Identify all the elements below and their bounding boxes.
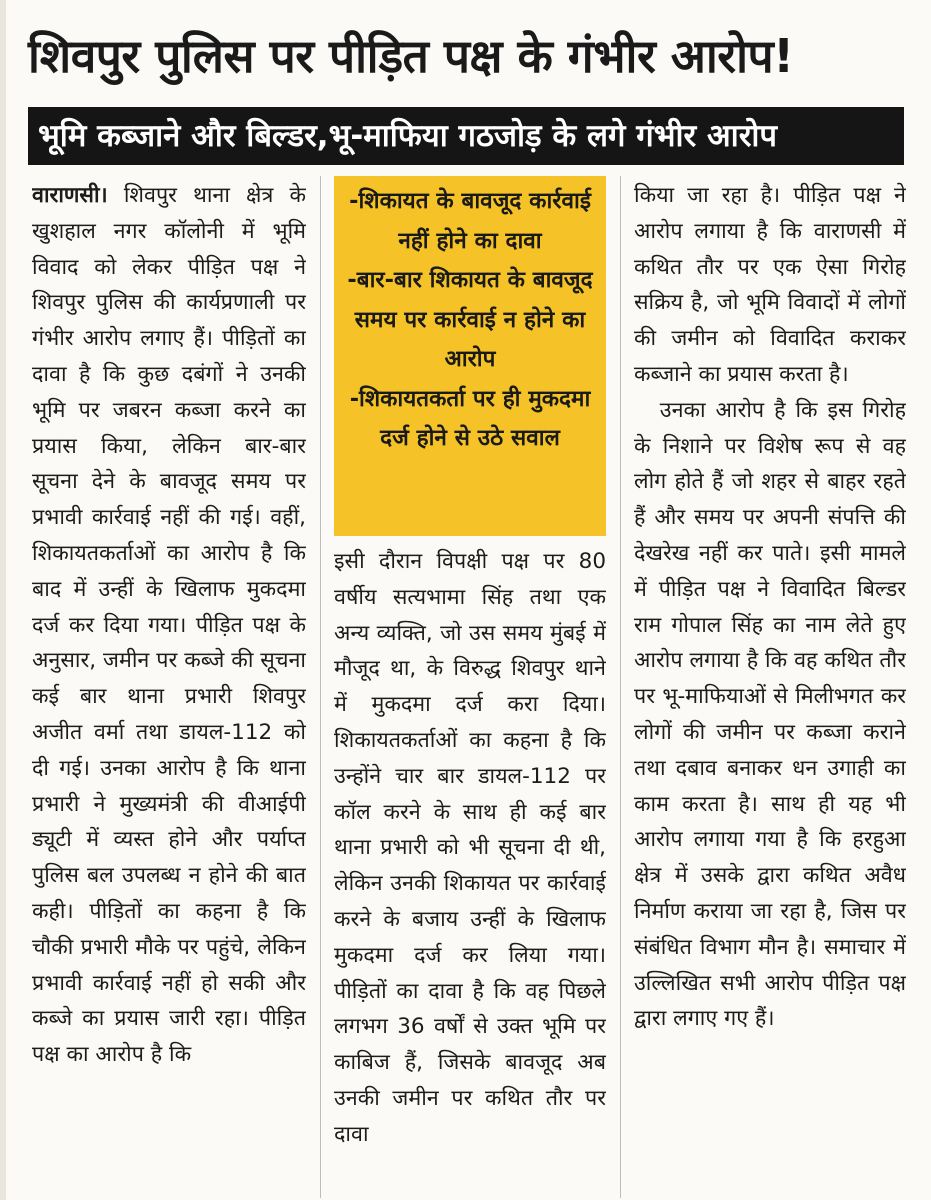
article-column-2 <box>334 544 606 1198</box>
article-column-1 <box>32 178 306 1198</box>
dateline: वाराणसी। <box>32 183 108 208</box>
highlight-box <box>334 176 606 536</box>
highlight-point: -शिकायतकर्ता पर ही मुकदमा दर्ज होने से उठे सवाल <box>349 385 591 451</box>
column-3-paragraph-1: किया जा रहा है। पीड़ित पक्ष ने आरोप लगाया है कि वाराणसी में कथित तौर पर एक ऐसा गिरोह सक्रिय है, जो भूमि विवादों में लोगों की जमीन को विवादित कराकर कब्जाने का प्रयास करता है। <box>634 183 906 387</box>
column-divider <box>620 176 621 1198</box>
page-edge <box>0 0 6 1200</box>
article-column-3 <box>634 178 906 1198</box>
column-1-text: शिवपुर थाना क्षेत्र के खुशहाल नगर कॉलोनी में भूमि विवाद को लेकर पीड़ित पक्ष ने शिवपुर पुलिस की कार्यप्रणाली पर गंभीर आरोप लगाए हैं। पीड़ितों का दावा है कि कुछ दबंगों ने उनकी भूमि पर जबरन कब्जा करने का प्रयास किया, लेकिन बार-बार सूचना देने के बावजूद समय पर प्रभावी कार्रवाई नहीं की गई। वहीं, शिकायतकर्ताओं का आरोप है कि बाद में उन्हीं के खिलाफ मुकदमा दर्ज कर दिया गया। पीड़ित पक्ष के अनुसार, जमीन पर कब्जे की सूचना कई बार थाना प्रभारी शिवपुर अजीत वर्मा तथा डायल-112 को दी गई। उनका आरोप है कि थाना प्रभारी ने मुख्यमंत्री की वीआईपी ड्यूटी में व्यस्त होने और पर्याप्त पुलिस बल उपलब्ध न होने की बात कही। पीड़ितों का कहना है कि चौकी प्रभारी मौके पर पहुंचे, लेकिन प्रभावी कार्रवाई नहीं हो सकी और कब्जे का प्रयास जारी रहा। पीड़ित पक्ष का आरोप है कि <box>32 183 306 1068</box>
subheadline-banner: भूमि कब्जाने और बिल्डर,भू-माफिया गठजोड़ के लगे गंभीर आरोप <box>28 107 904 165</box>
highlight-point: -बार-बार शिकायत के बावजूद समय पर कार्रवाई न होने का आरोप <box>347 267 593 372</box>
column-3-paragraph-2: उनका आरोप है कि इस गिरोह के निशाने पर विशेष रूप से वह लोग होते हैं जो शहर से बाहर रहते हैं और समय पर अपनी संपत्ति की देखरेख नहीं कर पाते। इसी मामले में पीड़ित पक्ष ने विवादित बिल्डर राम गोपाल सिंह का नाम लेते हुए आरोप लगाया है कि वह कथित तौर पर भू-माफियाओं से मिलीभगत कर लोगों की जमीन पर कब्जा कराने तथा दबाव बनाकर धन उगाही का काम करता है। साथ ही यह भी आरोप लगाया गया है कि हरहुआ क्षेत्र में उसके द्वारा कथित अवैध निर्माण कराया जा रहा है, जिस पर संबंधित विभाग मौन है। समाचार में उल्लिखित सभी आरोप पीड़ित पक्ष द्वारा लगाए गए हैं। <box>634 397 906 1032</box>
highlight-point: -शिकायत के बावजूद कार्रवाई नहीं होने का दावा <box>349 188 591 254</box>
headline: शिवपुर पुलिस पर पीड़ित पक्ष के गंभीर आरोप! <box>28 29 794 83</box>
column-1-paragraph <box>32 178 306 1073</box>
column-divider <box>320 176 321 1198</box>
column-2-text: इसी दौरान विपक्षी पक्ष पर 80 वर्षीय सत्यभामा सिंह तथा एक अन्य व्यक्ति, जो उस समय मुंबई में मौजूद था, के विरुद्ध शिवपुर थाने में मुकदमा दर्ज करा दिया। शिकायतकर्ताओं का कहना है कि उन्होंने चार बार डायल-112 पर कॉल करने के साथ ही कई बार थाना प्रभारी को भी सूचना दी थी, लेकिन उनकी शिकायत पर कार्रवाई करने के बजाय उन्हीं के खिलाफ मुकदमा दर्ज कर लिया गया। पीड़ितों का दावा है कि वह पिछले लगभग 36 वर्षों से उक्त भूमि पर काबिज हैं, जिसके बावजूद अब उनकी जमीन पर कथित तौर पर दावा <box>334 549 606 1147</box>
